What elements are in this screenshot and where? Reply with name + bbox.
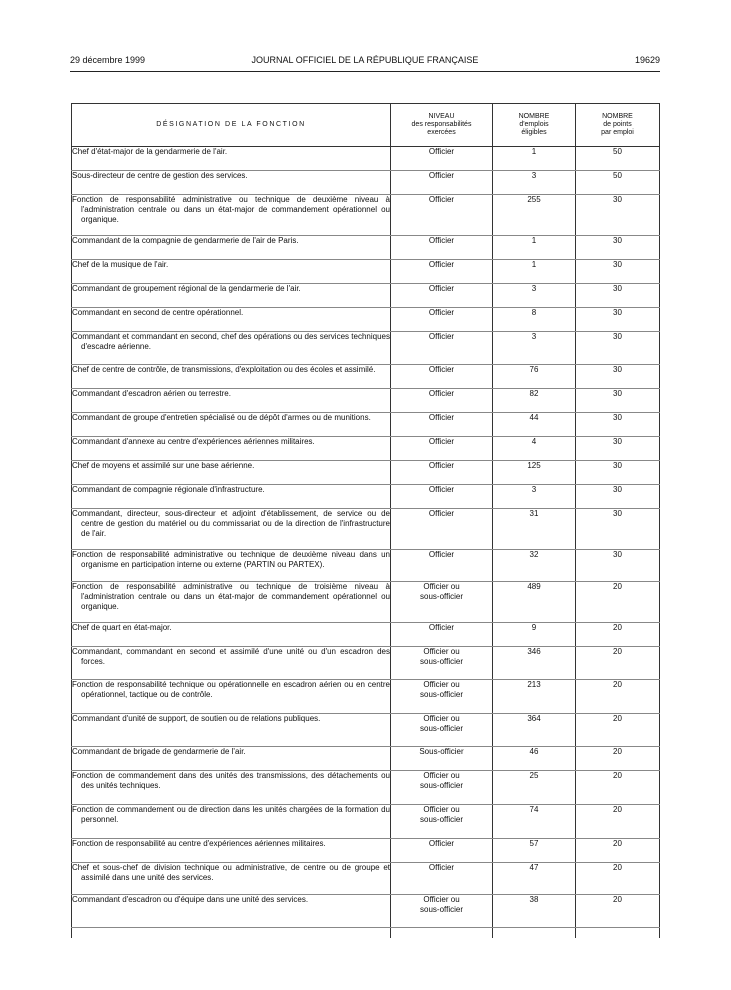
header-page-number: 19629 [634,55,660,65]
cell-nombre-points: 20 [576,680,660,714]
page-header [70,55,660,69]
empty-cell [576,928,660,939]
functions-table [71,103,660,938]
cell-designation: Fonction de responsabilité administrative ou technique de troisième niveau à l'administration centrale ou dans un état-major de commandement opérationnel ou organique. [72,582,391,623]
cell-designation: Chef de centre de contrôle, de transmissions, d'exploitation ou des écoles et assimilé. [72,365,391,389]
cell-nombre-emplois: 346 [493,647,576,680]
cell-niveau: Officier [391,413,493,437]
cell-nombre-emplois: 44 [493,413,576,437]
col-header-designation: DÉSIGNATION DE LA FONCTION [72,104,391,147]
cell-nombre-points: 30 [576,236,660,260]
cell-niveau: Officier ou sous-officier [391,680,493,714]
cell-nombre-points: 20 [576,647,660,680]
cell-nombre-points: 20 [576,839,660,863]
cell-niveau: Officier ou sous-officier [391,714,493,747]
cell-designation: Commandant de compagnie régionale d'infrastructure. [72,485,391,509]
col-header-nombre-emplois: NOMBRE d'emplois éligibles [493,104,576,147]
table-continuation-row [72,928,660,939]
cell-nombre-emplois: 255 [493,195,576,236]
table-row [72,260,660,284]
cell-nombre-points: 30 [576,509,660,550]
cell-designation: Fonction de commandement ou de direction dans les unités chargées de la formation du personnel. [72,805,391,839]
table-row [72,389,660,413]
cell-nombre-points: 30 [576,365,660,389]
table-row [72,195,660,236]
cell-niveau: Officier [391,509,493,550]
cell-nombre-points: 30 [576,461,660,485]
cell-niveau: Officier [391,284,493,308]
cell-designation: Fonction de responsabilité technique ou opérationnelle en escadron aérien ou en centre opérationnel, tactique ou de contrôle. [72,680,391,714]
cell-niveau: Officier [391,437,493,461]
table-row [72,805,660,839]
cell-designation: Commandant de groupement régional de la gendarmerie de l'air. [72,284,391,308]
cell-niveau: Officier [391,461,493,485]
cell-nombre-points: 50 [576,147,660,171]
cell-niveau: Officier ou sous-officier [391,771,493,805]
table-row [72,680,660,714]
cell-nombre-emplois: 1 [493,260,576,284]
table-row [72,171,660,195]
cell-nombre-points: 20 [576,582,660,623]
cell-niveau: Officier [391,308,493,332]
cell-designation: Commandant de brigade de gendarmerie de l'air. [72,747,391,771]
cell-nombre-emplois: 82 [493,389,576,413]
empty-cell [493,928,576,939]
cell-nombre-points: 20 [576,771,660,805]
cell-designation: Chef et sous-chef de division technique ou administrative, de centre ou de groupe et assimilé dans une unité des services. [72,863,391,895]
cell-nombre-points: 20 [576,863,660,895]
table-row [72,623,660,647]
cell-nombre-emplois: 3 [493,332,576,365]
cell-designation: Chef de moyens et assimilé sur une base aérienne. [72,461,391,485]
cell-nombre-emplois: 3 [493,171,576,195]
cell-niveau: Officier [391,623,493,647]
cell-designation: Commandant, directeur, sous-directeur et adjoint d'établissement, de service ou de centre de gestion du matériel ou du commissariat ou de la direction de l'infrastructure de l'air. [72,509,391,550]
cell-niveau: Officier ou sous-officier [391,582,493,623]
header-rule [70,71,660,72]
cell-niveau: Officier [391,389,493,413]
col-header-niveau: NIVEAU des responsabilités exercées [391,104,493,147]
cell-nombre-points: 30 [576,308,660,332]
cell-designation: Fonction de responsabilité administrative ou technique de deuxième niveau à l'administration centrale ou dans un état-major de commandement opérationnel ou organique. [72,195,391,236]
cell-niveau: Officier [391,839,493,863]
table-row [72,509,660,550]
cell-designation: Commandant de groupe d'entretien spécialisé ou de dépôt d'armes ou de munitions. [72,413,391,437]
cell-designation: Fonction de commandement dans des unités des transmissions, des détachements ou des unités techniques. [72,771,391,805]
cell-nombre-emplois: 31 [493,509,576,550]
cell-nombre-points: 20 [576,747,660,771]
cell-niveau: Sous-officier [391,747,493,771]
table-row [72,550,660,582]
cell-nombre-points: 30 [576,195,660,236]
cell-designation: Sous-directeur de centre de gestion des services. [72,171,391,195]
table-row [72,461,660,485]
table-row [72,863,660,895]
cell-niveau: Officier [391,863,493,895]
table-row [72,771,660,805]
cell-nombre-emplois: 213 [493,680,576,714]
table-row [72,839,660,863]
cell-nombre-emplois: 1 [493,236,576,260]
table-header-row [72,104,660,147]
empty-cell [72,928,391,939]
table-row [72,895,660,928]
table-row [72,308,660,332]
header-title: JOURNAL OFFICIEL DE LA RÉPUBLIQUE FRANÇAISE [251,55,479,65]
cell-nombre-emplois: 8 [493,308,576,332]
cell-niveau: Officier [391,147,493,171]
cell-niveau: Officier [391,332,493,365]
table-row [72,284,660,308]
cell-nombre-emplois: 3 [493,284,576,308]
cell-niveau: Officier [391,260,493,284]
cell-designation: Commandant de la compagnie de gendarmerie de l'air de Paris. [72,236,391,260]
cell-nombre-points: 20 [576,895,660,928]
cell-nombre-points: 30 [576,284,660,308]
cell-niveau: Officier [391,365,493,389]
cell-nombre-points: 30 [576,389,660,413]
table-row [72,236,660,260]
cell-designation: Commandant d'annexe au centre d'expériences aériennes militaires. [72,437,391,461]
cell-niveau: Officier [391,550,493,582]
cell-designation: Commandant d'unité de support, de soutien ou de relations publiques. [72,714,391,747]
cell-nombre-emplois: 125 [493,461,576,485]
table-row [72,747,660,771]
cell-niveau: Officier [391,171,493,195]
cell-niveau: Officier [391,485,493,509]
cell-nombre-points: 20 [576,714,660,747]
cell-designation: Commandant et commandant en second, chef des opérations ou des services techniques d'escadre aérienne. [72,332,391,365]
table-row [72,437,660,461]
cell-nombre-emplois: 46 [493,747,576,771]
cell-nombre-emplois: 32 [493,550,576,582]
empty-cell [391,928,493,939]
cell-nombre-emplois: 76 [493,365,576,389]
table-row [72,582,660,623]
col-header-nombre-points: NOMBRE de points par emploi [576,104,660,147]
cell-nombre-points: 20 [576,805,660,839]
cell-nombre-points: 20 [576,623,660,647]
cell-nombre-emplois: 25 [493,771,576,805]
cell-nombre-emplois: 1 [493,147,576,171]
cell-niveau: Officier ou sous-officier [391,647,493,680]
cell-designation: Chef d'état-major de la gendarmerie de l'air. [72,147,391,171]
cell-nombre-emplois: 74 [493,805,576,839]
table-row [72,365,660,389]
header-date: 29 décembre 1999 [70,55,146,65]
cell-designation: Commandant d'escadron aérien ou terrestre. [72,389,391,413]
table-row [72,332,660,365]
table-row [72,647,660,680]
cell-nombre-emplois: 3 [493,485,576,509]
cell-nombre-points: 30 [576,550,660,582]
cell-designation: Chef de quart en état-major. [72,623,391,647]
cell-nombre-points: 30 [576,413,660,437]
cell-nombre-points: 30 [576,332,660,365]
cell-nombre-emplois: 9 [493,623,576,647]
cell-designation: Commandant en second de centre opérationnel. [72,308,391,332]
table-row [72,413,660,437]
cell-nombre-emplois: 47 [493,863,576,895]
cell-niveau: Officier [391,236,493,260]
cell-designation: Chef de la musique de l'air. [72,260,391,284]
cell-designation: Fonction de responsabilité au centre d'expériences aériennes militaires. [72,839,391,863]
table-row [72,485,660,509]
cell-designation: Commandant d'escadron ou d'équipe dans une unité des services. [72,895,391,928]
cell-nombre-points: 30 [576,485,660,509]
cell-niveau: Officier ou sous-officier [391,895,493,928]
cell-nombre-points: 50 [576,171,660,195]
cell-nombre-emplois: 489 [493,582,576,623]
cell-niveau: Officier ou sous-officier [391,805,493,839]
cell-nombre-emplois: 364 [493,714,576,747]
cell-nombre-emplois: 38 [493,895,576,928]
cell-nombre-points: 30 [576,437,660,461]
table-row [72,714,660,747]
cell-nombre-emplois: 4 [493,437,576,461]
cell-nombre-points: 30 [576,260,660,284]
cell-designation: Fonction de responsabilité administrative ou technique de deuxième niveau dans un organisme en participation interne ou externe (PARTIN ou PARTEX). [72,550,391,582]
cell-nombre-emplois: 57 [493,839,576,863]
table-row [72,147,660,171]
cell-designation: Commandant, commandant en second et assimilé d'une unité ou d'un escadron des forces. [72,647,391,680]
cell-niveau: Officier [391,195,493,236]
